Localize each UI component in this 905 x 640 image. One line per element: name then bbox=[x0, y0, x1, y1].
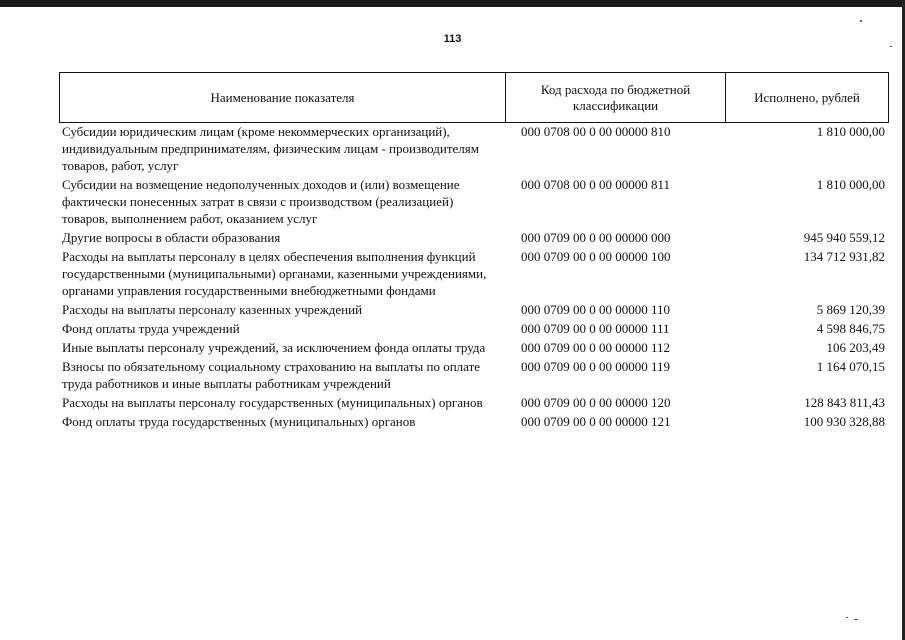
row-name: Фонд оплаты труда учреждений bbox=[62, 321, 240, 336]
table-row bbox=[59, 176, 889, 227]
row-name: Расходы на выплаты персоналу казенных учреждений bbox=[62, 302, 363, 317]
row-name: Расходы на выплаты персоналу государственных (муниципальных) органов bbox=[62, 395, 483, 410]
table-row bbox=[59, 123, 889, 174]
row-name: Другие вопросы в области образования bbox=[62, 230, 281, 245]
row-code: 000 0709 00 0 00 00000 110 bbox=[521, 302, 671, 317]
row-amount: 1 164 070,15 bbox=[816, 359, 885, 374]
table-row bbox=[59, 339, 889, 356]
row-name: Иные выплаты персоналу учреждений, за исключением фонда оплаты труда bbox=[62, 340, 486, 355]
table-row bbox=[59, 248, 889, 299]
table-header bbox=[59, 72, 889, 123]
table-row bbox=[59, 320, 889, 337]
table-row bbox=[59, 301, 889, 318]
row-code: 000 0709 00 0 00 00000 111 bbox=[521, 321, 670, 336]
row-amount: 134 712 931,82 bbox=[803, 249, 885, 264]
row-amount: 5 869 120,39 bbox=[816, 302, 885, 317]
row-amount: 4 598 846,75 bbox=[816, 321, 885, 336]
row-code: 000 0709 00 0 00 00000 112 bbox=[521, 340, 671, 355]
row-code: 000 0709 00 0 00 00000 000 bbox=[521, 230, 671, 245]
table-body bbox=[59, 123, 889, 432]
scan-speck bbox=[860, 20, 862, 22]
row-amount: 1 810 000,00 bbox=[816, 177, 885, 192]
row-amount: 1 810 000,00 bbox=[816, 124, 885, 139]
row-code: 000 0709 00 0 00 00000 121 bbox=[521, 414, 671, 429]
table-row bbox=[59, 358, 889, 392]
row-name: Расходы на выплаты персоналу в целях обеспечения выполнения функций государственными (муниципальными) органами, казенными учреждениями, органами управления государственными внебюджетными фондами bbox=[62, 249, 487, 298]
row-amount: 100 930 328,88 bbox=[803, 414, 885, 429]
row-code: 000 0709 00 0 00 00000 120 bbox=[521, 395, 671, 410]
row-amount: 106 203,49 bbox=[826, 340, 885, 355]
row-code: 000 0709 00 0 00 00000 100 bbox=[521, 249, 671, 264]
row-amount: 128 843 811,43 bbox=[804, 395, 885, 410]
scan-speck bbox=[854, 619, 858, 620]
scan-speck bbox=[890, 46, 892, 47]
row-code: 000 0708 00 0 00 00000 810 bbox=[521, 124, 671, 139]
header-amount: Исполнено, рублей bbox=[754, 89, 860, 105]
row-amount: 945 940 559,12 bbox=[803, 230, 885, 245]
table-row bbox=[59, 394, 889, 411]
header-code: Код расхода по бюджетной классификации bbox=[506, 73, 726, 122]
row-name: Взносы по обязательному социальному страхованию на выплаты по оплате труда работников и иные выплаты работникам учреждений bbox=[62, 359, 481, 391]
page-number: 113 bbox=[443, 33, 462, 45]
row-name: Фонд оплаты труда государственных (муниципальных) органов bbox=[62, 414, 416, 429]
table-row bbox=[59, 413, 889, 430]
row-code: 000 0708 00 0 00 00000 811 bbox=[521, 177, 671, 192]
table-row bbox=[59, 229, 889, 246]
header-name: Наименование показателя bbox=[60, 73, 506, 122]
row-code: 000 0709 00 0 00 00000 119 bbox=[521, 359, 671, 374]
row-name: Субсидии юридическим лицам (кроме некоммерческих организаций), индивидуальным предпринимателям, физическим лицам - производителям товаров, работ, услуг bbox=[62, 124, 479, 173]
scan-top-edge bbox=[0, 0, 905, 7]
scan-speck bbox=[846, 617, 848, 618]
row-name: Субсидии на возмещение недополученных доходов и (или) возмещение фактически понесенных затрат в связи с производством (реализацией) товаров, выполнением работ, оказанием услуг bbox=[62, 177, 460, 226]
